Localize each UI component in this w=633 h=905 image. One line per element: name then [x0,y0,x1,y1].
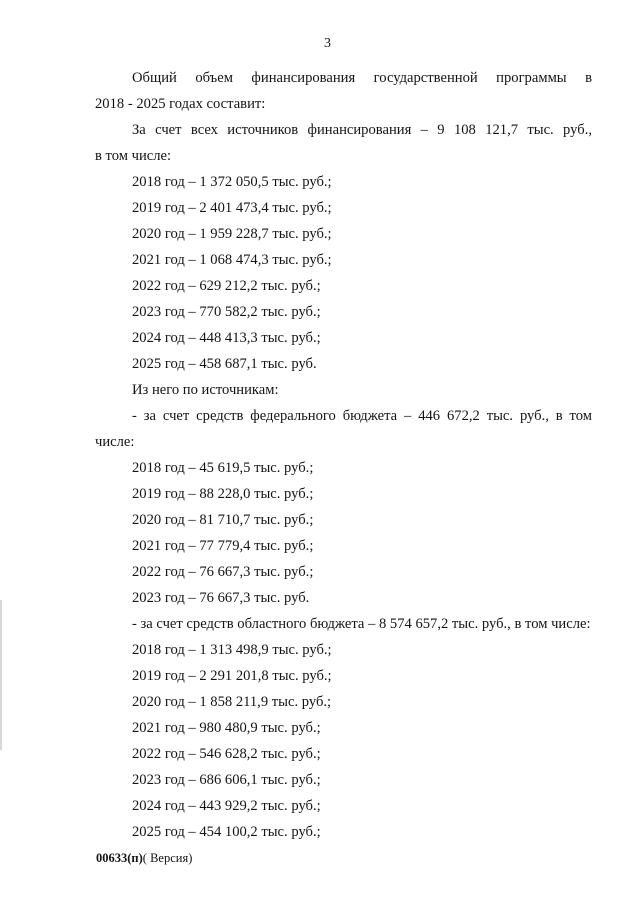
total-year-2018: 2018 год – 1 372 050,5 тыс. руб.; [132,174,332,190]
all-sources-paragraph [95,117,592,169]
total-year-2020: 2020 год – 1 959 228,7 тыс. руб.; [132,226,332,242]
regional-year-2022: 2022 год – 546 628,2 тыс. руб.; [132,746,321,762]
regional-year-2020: 2020 год – 1 858 211,9 тыс. руб.; [132,694,332,710]
federal-year-2020: 2020 год – 81 710,7 тыс. руб.; [132,512,314,528]
total-intro-line-2: 2018 - 2025 годах составит: [95,96,266,112]
total-year-2023: 2023 год – 770 582,2 тыс. руб.; [132,304,321,320]
federal-year-2019: 2019 год – 88 228,0 тыс. руб.; [132,486,314,502]
total-year-2025: 2025 год – 458 687,1 тыс. руб. [132,356,317,372]
all-sources-line-2: в том числе: [95,148,172,164]
regional-year-2023: 2023 год – 686 606,1 тыс. руб.; [132,772,321,788]
regional-year-2019: 2019 год – 2 291 201,8 тыс. руб.; [132,668,332,684]
by-sources-heading: Из него по источникам: [132,382,279,398]
regional-year-2018: 2018 год – 1 313 498,9 тыс. руб.; [132,642,332,658]
regional-year-2021: 2021 год – 980 480,9 тыс. руб.; [132,720,321,736]
federal-line-2: числе: [95,434,135,450]
federal-year-2022: 2022 год – 76 667,3 тыс. руб.; [132,564,314,580]
page-number: 3 [324,36,331,51]
federal-year-2023: 2023 год – 76 667,3 тыс. руб. [132,590,310,606]
regional-year-2024: 2024 год – 443 929,2 тыс. руб.; [132,798,321,814]
federal-line-1: - за счет средств федерального бюджета – 446 672,2 тыс. руб., в том [132,408,592,424]
federal-paragraph [95,403,592,455]
total-year-2024: 2024 год – 448 413,3 тыс. руб.; [132,330,321,346]
total-year-2021: 2021 год – 1 068 474,3 тыс. руб.; [132,252,332,268]
footer-code: 00633(п) [96,851,143,865]
scan-margin-mark [0,600,2,750]
all-sources-line-1: За счет всех источников финансирования – 9 108 121,7 тыс. руб., [132,122,592,138]
federal-year-2021: 2021 год – 77 779,4 тыс. руб.; [132,538,314,554]
federal-year-2018: 2018 год – 45 619,5 тыс. руб.; [132,460,314,476]
total-intro-paragraph [95,65,592,117]
total-intro-line-1: Общий объем финансирования государственной программы в [132,70,592,86]
regional-year-2025: 2025 год – 454 100,2 тыс. руб.; [132,824,321,840]
total-year-2019: 2019 год – 2 401 473,4 тыс. руб.; [132,200,332,216]
regional-line-1: - за счет средств областного бюджета – 8 574 657,2 тыс. руб., в том числе: [132,616,591,632]
footer-version: ( Версия) [142,851,193,865]
total-year-2022: 2022 год – 629 212,2 тыс. руб.; [132,278,321,294]
document-footer [96,851,192,866]
